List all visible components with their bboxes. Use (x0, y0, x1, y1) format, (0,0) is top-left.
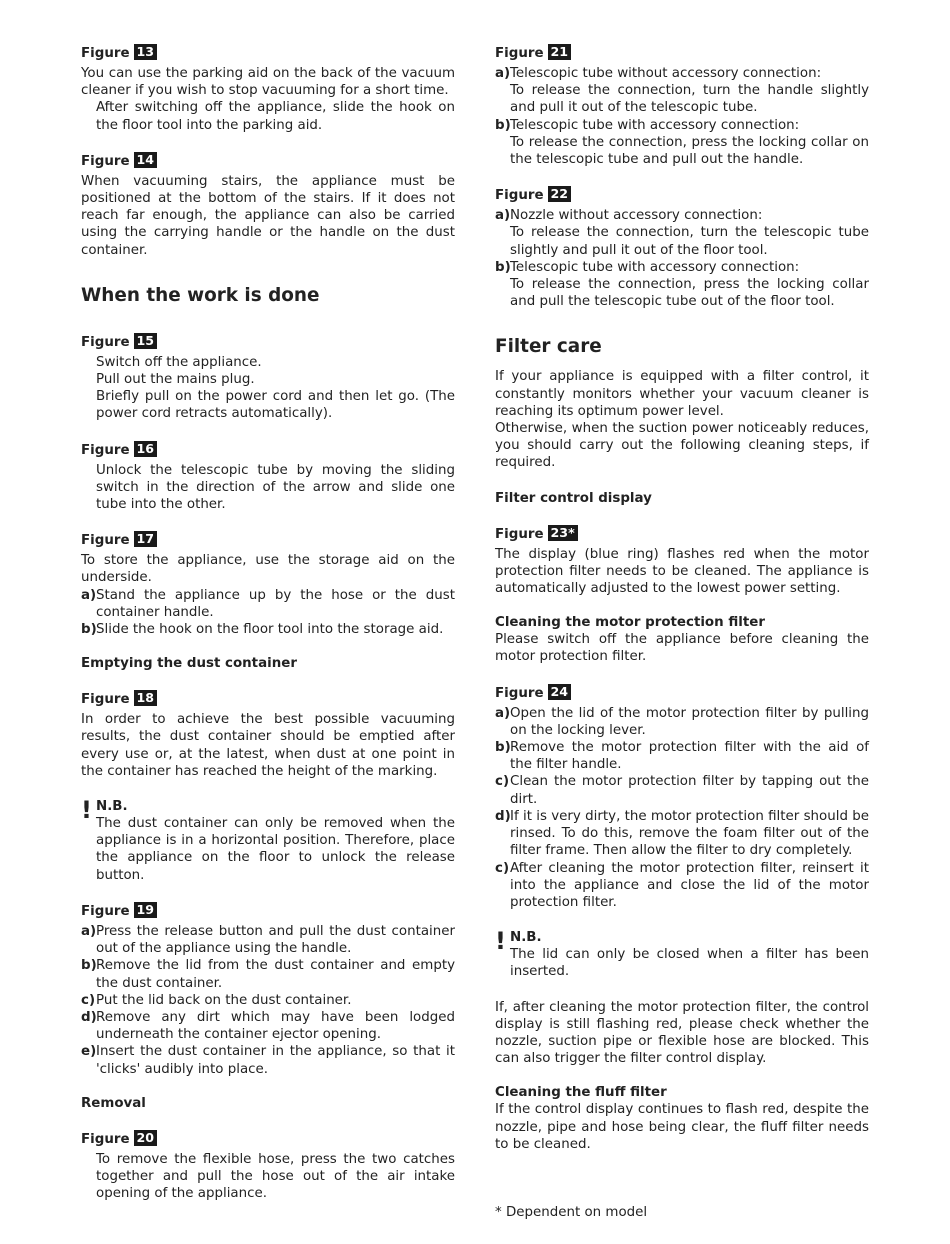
paragraph: After switching off the appliance, slide the hook on the floor tool into the parking aid. (96, 100, 455, 133)
figure-number: 20 (134, 1130, 158, 1146)
paragraph: To release the connection, turn the telescopic tube slightly and pull it out of the floor tool. (510, 225, 869, 258)
list-item: a) Telescopic tube without accessory connection: (495, 66, 822, 81)
list-item: a) Press the release button and pull the dust container out of the appliance using the handle. (81, 923, 455, 957)
figure-number: 21 (548, 44, 572, 60)
figure-number: 23* (548, 525, 578, 541)
figure-24-label: Figure 24 (495, 684, 869, 702)
note-box (81, 798, 455, 884)
paragraph: If the control display continues to flash red, despite the nozzle, pipe and hose being clear, the fluff filter needs to be cleaned. (495, 1102, 869, 1152)
paragraph: Otherwise, when the suction power noticeably reduces, you should carry out the following cleaning steps, if required. (495, 421, 869, 471)
paragraph: To remove the flexible hose, press the two catches together and pull the hose out of the air intake opening of the appliance. (96, 1151, 455, 1202)
figure-17-label: Figure 17 (81, 531, 455, 549)
paragraph: If, after cleaning the motor protection filter, the control display is still flashing red, please check whether the nozzle, suction pipe or flexible hose are blocked. This can also trigger the filter control display. (495, 999, 869, 1067)
paragraph: Unlock the telescopic tube by moving the sliding switch in the direction of the arrow and slide one tube into the other. (96, 462, 455, 513)
list-item: b) Remove the motor protection filter with the aid of the filter handle. (495, 740, 869, 773)
figure-15-label: Figure 15 (81, 333, 455, 351)
figure-23-label: Figure 23* (495, 525, 869, 543)
figure-number: 19 (134, 902, 158, 918)
list-item: b) Telescopic tube with accessory connection: (495, 259, 800, 275)
note-text: The lid can only be closed when a filter has been inserted. (510, 947, 869, 980)
footnote: * Dependent on model (495, 1205, 648, 1220)
list-item: b) Telescopic tube with accessory connection: (495, 117, 800, 133)
subsection-heading: Emptying the dust container (81, 656, 297, 672)
figure-number: 14 (134, 152, 158, 168)
paragraph: In order to achieve the best possible vacuuming results, the dust container should be emptied after every use or, at the latest, when dust at one point in the container has reached the height of the marking. (81, 712, 455, 779)
note-title: N.B. (510, 930, 542, 946)
paragraph: Switch off the appliance. (96, 354, 262, 370)
section-heading: When the work is done (81, 284, 320, 306)
list-item: d) If it is very dirty, the motor protection filter should be rinsed. To do this, remove the foam filter out of the filter frame. Then allow the filter to dry completely. (495, 808, 869, 859)
paragraph: You can use the parking aid on the back of the vacuum cleaner if you wish to stop vacuuming for a short time. (81, 66, 455, 99)
paragraph: The display (blue ring) flashes red when the motor protection filter needs to be cleaned. The appliance is automatically adjusted to the lowest power setting. (495, 546, 869, 597)
list-item: b) Remove the lid from the dust container and empty the dust container. (81, 958, 455, 991)
subsection-heading: Filter control display (495, 490, 652, 506)
paragraph: If your appliance is equipped with a filter control, it constantly monitors whether your vacuum cleaner is reaching its optimum power level. (495, 369, 869, 419)
paragraph: To release the connection, press the locking collar on the telescopic tube and pull out the handle. (510, 134, 869, 168)
list-item: a) Open the lid of the motor protection filter by pulling on the locking lever. (495, 705, 869, 738)
figure-14-label: Figure 14 (81, 152, 455, 170)
paragraph: When vacuuming stairs, the appliance must be positioned at the bottom of the stairs. If it does not reach far enough, the appliance can also be carried using the carrying handle or the handle on the dust container. (81, 173, 455, 258)
figure-number: 13 (134, 44, 158, 60)
paragraph: Pull out the mains plug. (96, 372, 255, 388)
note-title: N.B. (96, 799, 128, 815)
figure-number: 15 (134, 333, 158, 349)
list-item: c) After cleaning the motor protection filter, reinsert it into the appliance and close the lid of the motor protection filter. (495, 860, 869, 910)
list-item: e) Insert the dust container in the appliance, so that it 'clicks' audibly into place. (81, 1044, 455, 1077)
exclamation-icon: ! (495, 927, 506, 956)
figure-number: 18 (134, 690, 158, 706)
right-column (495, 44, 869, 1153)
list-item: a) Stand the appliance up by the hose or the dust container handle. (81, 587, 455, 620)
figure-18-label: Figure 18 (81, 690, 455, 708)
figure-22-label: Figure 22 (495, 186, 869, 204)
section-heading: Filter care (495, 336, 602, 358)
paragraph: To release the connection, press the locking collar and pull the telescopic tube out of the floor tool. (510, 277, 869, 310)
subsection-heading: Cleaning the fluff filter (495, 1085, 667, 1101)
list-item: c) Clean the motor protection filter by tapping out the dirt. (495, 774, 869, 807)
figure-20-label: Figure 20 (81, 1130, 455, 1148)
list-item: a) Nozzle without accessory connection: (495, 208, 763, 224)
note-text: The dust container can only be removed when the appliance is in a horizontal position. Therefore, place the appliance on the floor to unlock the release button. (96, 816, 455, 883)
figure-number: 17 (134, 531, 158, 547)
subsection-heading: Removal (81, 1095, 146, 1111)
subsection-heading: Cleaning the motor protection filter (495, 615, 765, 631)
figure-number: 24 (548, 684, 572, 700)
note-box (495, 929, 869, 980)
figure-number: 22 (548, 186, 572, 202)
left-column (81, 44, 455, 1202)
figure-13-label: Figure 13 (81, 44, 455, 62)
exclamation-icon: ! (81, 796, 92, 825)
paragraph: To store the appliance, use the storage aid on the underside. (81, 553, 455, 586)
list-item: d) Remove any dirt which may have been lodged underneath the container ejector opening. (81, 1009, 455, 1043)
list-item: c) Put the lid back on the dust container. (81, 992, 352, 1008)
paragraph: To release the connection, turn the handle slightly and pull it out of the telescopic tube. (510, 83, 869, 116)
paragraph: Please switch off the appliance before cleaning the motor protection filter. (495, 632, 869, 665)
figure-19-label: Figure 19 (81, 902, 455, 920)
list-item: b) Slide the hook on the floor tool into the storage aid. (81, 622, 444, 638)
figure-16-label: Figure 16 (81, 441, 455, 459)
paragraph: Briefly pull on the power cord and then let go. (The power cord retracts automatically). (96, 389, 455, 422)
figure-21-label: Figure 21 (495, 44, 869, 62)
figure-number: 16 (134, 441, 158, 457)
